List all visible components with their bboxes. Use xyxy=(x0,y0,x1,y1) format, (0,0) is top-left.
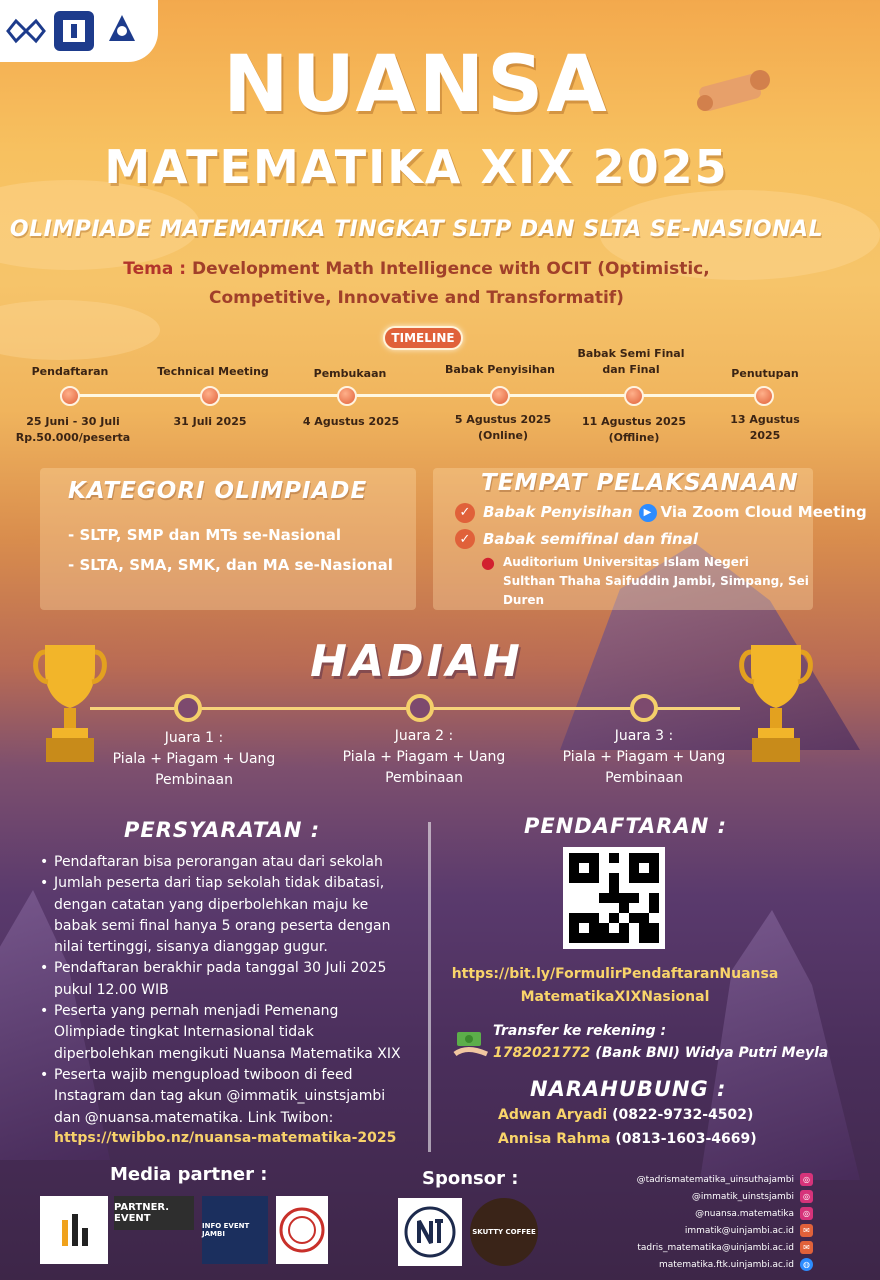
media-partner-logo xyxy=(40,1196,108,1264)
social-text: @immatik_uinstsjambi xyxy=(691,1191,794,1202)
tempat-panel xyxy=(433,468,867,610)
kategori-heading: KATEGORI OLIMPIADE xyxy=(68,478,368,504)
social-text: immatik@uinjambi.ac.id xyxy=(684,1225,794,1236)
persyaratan-item: • Pendaftaran berakhir pada tanggal 30 Juli 2025 pukul 12.00 WIB xyxy=(40,958,410,1001)
juara-prize: Piala + Piagam + Uang Pembinaan xyxy=(112,751,276,788)
column-divider xyxy=(428,822,431,1152)
address-line: Auditorium Universitas Islam Negeri xyxy=(502,555,749,569)
tema-value: Development Math Intelligence with OCIT (Optimistic, Competitive, Innovative and Transformatif) xyxy=(192,259,710,308)
check-icon: ✓ xyxy=(455,529,475,549)
social-text: matematika.ftk.uinjambi.ac.id xyxy=(658,1259,794,1270)
zoom-icon: ▶ xyxy=(639,504,657,522)
transfer-account xyxy=(493,1045,828,1061)
timeline-date: 5 Agustus 2025 (Online) xyxy=(454,413,552,442)
social-row[interactable] xyxy=(553,1207,813,1220)
tempat-final-row xyxy=(455,529,813,550)
account-number: 1782021772 xyxy=(493,1045,591,1061)
social-row[interactable] xyxy=(553,1190,813,1203)
title-matematika: MATEMATIKA XIX 2025 xyxy=(104,140,729,194)
juara-title: Juara 3 : xyxy=(614,728,674,744)
tempat-penyisihan-via: Via Zoom Cloud Meeting xyxy=(660,503,867,521)
globe-icon: ◍ xyxy=(800,1258,813,1271)
social-text: tadris_matematika@uinjambi.ac.id xyxy=(637,1242,794,1253)
account-detail: (Bank BNI) Widya Putri Meyla xyxy=(595,1045,829,1061)
timeline-label: Pendaftaran xyxy=(31,365,109,378)
juara-title: Juara 1 : xyxy=(164,730,224,746)
media-partner-logo xyxy=(276,1196,328,1264)
social-row[interactable] xyxy=(553,1258,813,1271)
contact-person xyxy=(498,1131,757,1147)
timeline-dot xyxy=(337,386,357,406)
twibbon-link[interactable]: https://twibbo.nz/nuansa-matematika-2025 xyxy=(54,1130,397,1146)
hadiah-heading: HADIAH xyxy=(310,636,523,687)
trophy-icon xyxy=(30,640,100,760)
social-text: @nuansa.matematika xyxy=(695,1208,794,1219)
persyaratan-heading: PERSYARATAN : xyxy=(124,818,321,842)
persyaratan-item: • Pendaftaran bisa perorangan atau dari sekolah xyxy=(40,852,410,873)
sponsor-heading: Sponsor : xyxy=(422,1168,519,1189)
timeline-dot xyxy=(200,386,220,406)
juara-title: Juara 2 : xyxy=(394,728,454,744)
tema xyxy=(60,255,773,313)
timeline-label: Babak Penyisihan xyxy=(445,363,555,376)
kategori-panel xyxy=(40,468,416,610)
qr-code[interactable] xyxy=(563,847,665,949)
juara-2 xyxy=(324,726,524,789)
hadiah-ring xyxy=(174,694,202,722)
instagram-icon: ◎ xyxy=(800,1190,813,1203)
timeline-badge: TIMELINE xyxy=(383,326,463,350)
kategori-item: - SLTP, SMP dan MTs se-Nasional xyxy=(68,526,342,544)
hadiah-ring xyxy=(406,694,434,722)
social-row[interactable] xyxy=(553,1224,813,1237)
sponsor-logo: SKUTTY COFFEE xyxy=(470,1198,538,1266)
juara-3 xyxy=(544,726,744,789)
pendaftaran-heading: PENDAFTARAN : xyxy=(524,814,727,838)
social-row[interactable] xyxy=(553,1173,813,1186)
tempat-penyisihan-row xyxy=(455,502,867,523)
info-event-logo: INFO EVENT JAMBI xyxy=(202,1196,268,1264)
persyaratan-item: • Jumlah peserta dari tiap sekolah tidak dibatasi, dengan catatan yang diperbolehkan maju ke babak semi final hanya 5 orang peserta dengan nilai tertinggi, sisanya dianggap gugur. xyxy=(40,873,410,958)
sponsor-logo xyxy=(398,1198,462,1266)
address-line: Sulthan Thaha Saifuddin Jambi, Simpang, Sei Duren xyxy=(502,574,809,607)
kategori-item: - SLTA, SMA, SMK, dan MA se-Nasional xyxy=(68,556,393,574)
media-partner-heading: Media partner : xyxy=(110,1164,268,1185)
social-row[interactable] xyxy=(553,1241,813,1254)
timeline-dot xyxy=(754,386,774,406)
tema-label: Tema : xyxy=(123,259,187,279)
narahubung-heading: NARAHUBUNG : xyxy=(530,1077,727,1101)
timeline-date: 11 Agustus 2025 (Offline) xyxy=(582,415,686,444)
timeline-label: Pembukaan xyxy=(313,367,387,380)
social-text: @tadrismatematika_uinsuthajambi xyxy=(636,1174,794,1185)
registration-link[interactable]: https://bit.ly/FormulirPendaftaranNuansa MatematikaXIXNasional xyxy=(451,966,779,1005)
contact-name: Adwan Aryadi xyxy=(498,1107,608,1123)
check-icon: ✓ xyxy=(455,503,475,523)
mail-icon: ✉ xyxy=(800,1224,813,1237)
juara-prize: Piala + Piagam + Uang Pembinaan xyxy=(562,749,726,786)
persyaratan-item: • Peserta wajib mengupload twiboon di feed Instagram dan tag akun @immatik_uinstsjambi dan @nuansa.matematika. Link Twibon: xyxy=(40,1065,410,1129)
contact-phone[interactable]: (0822-9732-4502) xyxy=(612,1107,754,1123)
tempat-heading: TEMPAT PELAKSANAAN xyxy=(481,470,799,496)
tempat-penyisihan: Babak Penyisihan xyxy=(483,503,633,521)
trophy-icon xyxy=(736,640,806,760)
timeline-dot xyxy=(60,386,80,406)
contact-person xyxy=(498,1107,753,1123)
instagram-icon: ◎ xyxy=(800,1173,813,1186)
juara-prize: Piala + Piagam + Uang Pembinaan xyxy=(342,749,506,786)
timeline-label: Technical Meeting xyxy=(157,365,269,378)
instagram-icon: ◎ xyxy=(800,1207,813,1220)
tempat-final: Babak semifinal dan final xyxy=(483,529,698,548)
location-pin-icon: ● xyxy=(481,553,495,572)
title-nuansa: NUANSA xyxy=(223,40,610,130)
mail-icon: ✉ xyxy=(800,1241,813,1254)
persyaratan-list xyxy=(40,852,410,1129)
subtitle: OLIMPIADE MATEMATIKA TINGKAT SLTP DAN SLTA SE-NASIONAL xyxy=(9,217,824,242)
partner-event-logo: PARTNER. EVENT xyxy=(114,1196,194,1230)
timeline-date: 25 Juni - 30 Juli Rp.50.000/peserta xyxy=(15,415,131,444)
hadiah-ring xyxy=(630,694,658,722)
timeline-label: Penutupan xyxy=(731,367,799,380)
timeline-line xyxy=(60,394,772,397)
contact-phone[interactable]: (0813-1603-4669) xyxy=(615,1131,757,1147)
timeline-date: 4 Agustus 2025 xyxy=(302,415,400,428)
timeline-label: Babak Semi Final dan Final xyxy=(577,347,685,376)
money-icon xyxy=(453,1028,489,1060)
juara-1 xyxy=(94,728,294,791)
transfer-label: Transfer ke rekening : xyxy=(493,1023,667,1039)
persyaratan-item: • Peserta yang pernah menjadi Pemenang Olimpiade tingkat Internasional tidak diperbolehkan mengikuti Nuansa Matematika XIX xyxy=(40,1001,410,1065)
timeline-dot xyxy=(490,386,510,406)
timeline-dot xyxy=(624,386,644,406)
tempat-address xyxy=(481,553,813,610)
timeline-date: 31 Juli 2025 xyxy=(173,415,247,428)
timeline-date: 13 Agustus 2025 xyxy=(730,413,800,442)
contact-name: Annisa Rahma xyxy=(498,1131,611,1147)
